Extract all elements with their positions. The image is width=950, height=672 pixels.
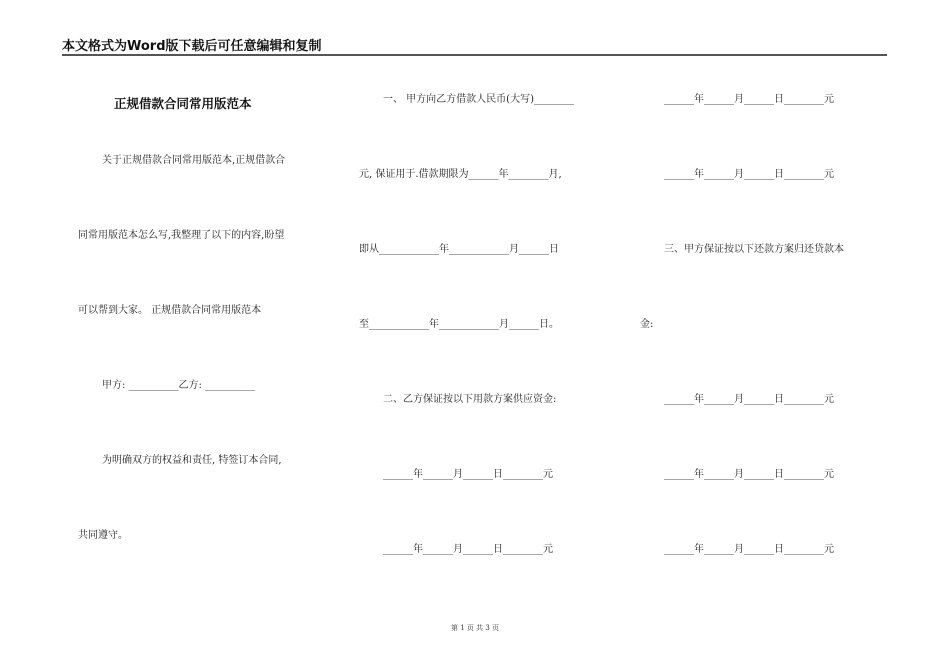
clause-3-schedule-1: ______年______月______日________元 xyxy=(664,394,834,405)
intro-line-3: 可以帮到大家。 正规借款合同常用版范本 xyxy=(78,305,262,316)
clause-2-schedule-1: ______年______月______日________元 xyxy=(383,469,553,480)
clause-2-heading: 二、乙方保证按以下用款方案供应资金: xyxy=(383,394,557,405)
header-rule xyxy=(62,54,887,56)
intro-line-1: 关于正规借款合同常用版范本,正规借款合 xyxy=(102,155,286,166)
clause-3-heading: 三、甲方保证按以下还款方案归还贷款本 xyxy=(664,244,844,255)
intro-line-2: 同常用版范本怎么写,我整理了以下的内容,盼望 xyxy=(78,230,285,241)
page-footer: 第 1 页 共 3 页 xyxy=(450,624,500,632)
clause-2-schedule-3: ______年______月______日________元 xyxy=(664,94,834,105)
clause-3-schedule-2: ______年______月______日________元 xyxy=(664,469,834,480)
parties-line: 甲方: __________乙方: __________ xyxy=(102,380,256,391)
clause-1-line-4: 至____________年____________月______日。 xyxy=(359,319,559,330)
clause-2-schedule-4: ______年______月______日________元 xyxy=(664,169,834,180)
document-title: 正规借款合同常用版范本 xyxy=(114,96,252,111)
document-header: 本文格式为Word版下载后可任意编辑和复制 xyxy=(62,39,322,54)
purpose-line: 为明确双方的权益和责任, 特签订本合同, xyxy=(102,455,282,466)
purpose-line-end: 共同遵守。 xyxy=(78,530,128,541)
clause-2-schedule-2: ______年______月______日________元 xyxy=(383,544,553,555)
clause-3-heading-end: 金: xyxy=(640,319,654,330)
clause-1-line-2: 元, 保证用于.借款期限为______年________月, xyxy=(359,169,562,180)
clause-3-schedule-3: ______年______月______日________元 xyxy=(664,544,834,555)
clause-1-line-3: 即从____________年____________月______日 xyxy=(359,244,559,255)
clause-1-line-1: 一、 甲方向乙方借款人民币(大写)________ xyxy=(383,94,574,105)
